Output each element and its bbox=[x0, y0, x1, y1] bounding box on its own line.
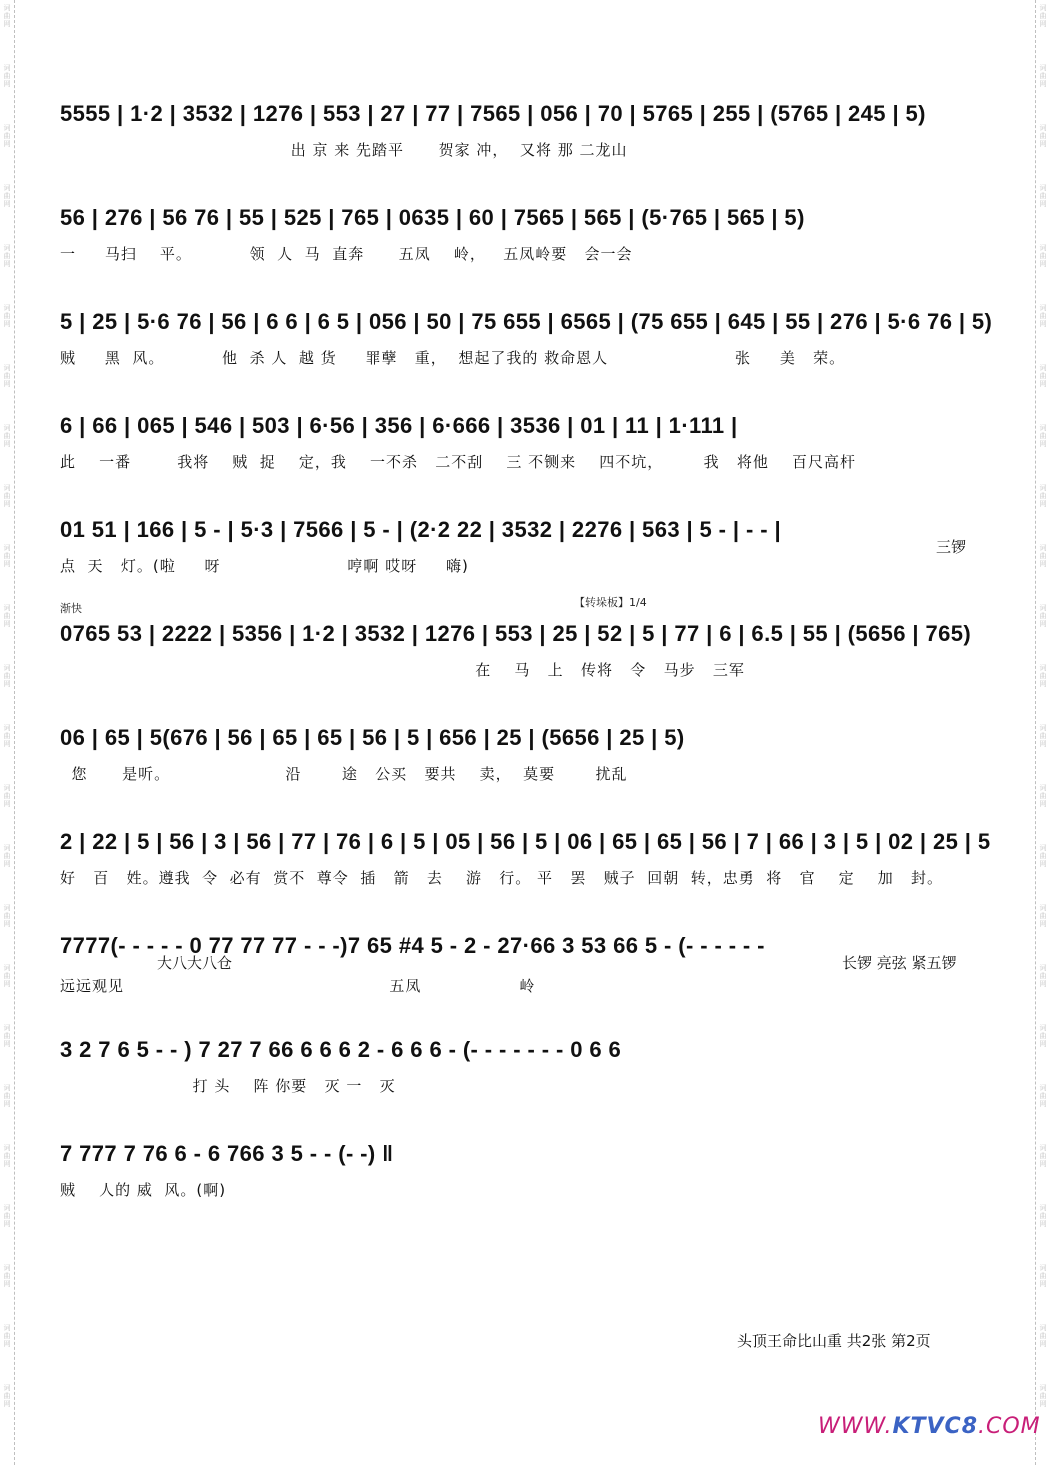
lyrics-line: 点 天 灯。(啦 呀 哼啊 哎呀 嗨) bbox=[60, 557, 469, 575]
watermark-text: 词 曲 网 bbox=[1039, 964, 1047, 988]
watermark-text: 词 曲 网 bbox=[3, 4, 11, 28]
lyrics-line: 贼 人的 威 风。(啊) bbox=[60, 1181, 227, 1199]
watermark-text: 词 曲 网 bbox=[3, 1324, 11, 1348]
watermark-text: 词 曲 网 bbox=[3, 1024, 11, 1048]
lyrics-line: 好 百 姓。遵我 令 必有 赏不 尊令 插 箭 去 游 行。 平 罢 贼子 回朝 转，忠勇 将 官 定 加 封。 bbox=[60, 869, 944, 887]
tempo-marking: 渐快 bbox=[60, 602, 82, 615]
watermark-text: 词 曲 网 bbox=[1039, 1024, 1047, 1048]
watermark-text: 词 曲 网 bbox=[3, 424, 11, 448]
watermark-text: 词 曲 网 bbox=[1039, 664, 1047, 688]
page-footer: 头顶王命比山重 共2张 第2页 bbox=[737, 1332, 931, 1350]
watermark-text: 词 曲 网 bbox=[1039, 1204, 1047, 1228]
watermark-text: 词 曲 网 bbox=[1039, 244, 1047, 268]
notation-line: 5 | 25 | 5·6 76 | 56 | 6 6 | 6 5 | 056 | 50 | 75 655 | 6565 | (75 655 | 645 | 55 | 276 | 5·6 76 | 5) bbox=[60, 309, 993, 334]
watermark-text: 词 曲 网 bbox=[1039, 724, 1047, 748]
section-marking: 【转垛板】1/4 bbox=[574, 596, 647, 609]
lyrics-line: 打 头 阵 你要 灭 一 灭 bbox=[60, 1077, 396, 1095]
watermark-text: 词 曲 网 bbox=[1039, 4, 1047, 28]
watermark-text: 词 曲 网 bbox=[1039, 604, 1047, 628]
watermark-text: 词 曲 网 bbox=[3, 604, 11, 628]
watermark-text: 词 曲 网 bbox=[1039, 784, 1047, 808]
watermark-text: 词 曲 网 bbox=[3, 664, 11, 688]
notation-line: 2 | 22 | 5 | 56 | 3 | 56 | 77 | 76 | 6 | 5 | 05 | 56 | 5 | 06 | 65 | 65 | 56 | 7 | 66 | 3 | 5 | 02 | 25 | 5 bbox=[60, 829, 991, 854]
watermark-text: 词 曲 网 bbox=[1039, 904, 1047, 928]
watermark-text: 词 曲 网 bbox=[1039, 1384, 1047, 1408]
site-logo bbox=[818, 1413, 1041, 1441]
watermark-text: 词 曲 网 bbox=[1039, 124, 1047, 148]
watermark-text: 词 曲 网 bbox=[1039, 1144, 1047, 1168]
watermark-text: 词 曲 网 bbox=[3, 784, 11, 808]
notation-line: 0765 53 | 2222 | 5356 | 1·2 | 3532 | 1276 | 553 | 25 | 52 | 5 | 77 | 6 | 6.5 | 55 | (5656 | 765) bbox=[60, 621, 972, 646]
watermark-text: 词 曲 网 bbox=[1039, 424, 1047, 448]
lyrics-line: 出 京 来 先踏平 贺家 冲， 又将 那 二龙山 bbox=[60, 141, 628, 159]
watermark-text: 词 曲 网 bbox=[3, 64, 11, 88]
notation-line: 5555 | 1·2 | 3532 | 1276 | 553 | 27 | 77 | 7565 | 056 | 70 | 5765 | 255 | (5765 | 245 | 5) bbox=[60, 101, 926, 126]
notation-line: 6 | 66 | 065 | 546 | 503 | 6·56 | 356 | 6·666 | 3536 | 01 | 11 | 1·111 | bbox=[60, 413, 738, 438]
lyrics-line: 在 马 上 传将 令 马步 三军 bbox=[60, 661, 745, 679]
watermark-text: 词 曲 网 bbox=[3, 364, 11, 388]
watermark-text: 词 曲 网 bbox=[3, 544, 11, 568]
watermark-text: 词 曲 网 bbox=[3, 904, 11, 928]
watermark-text: 词 曲 网 bbox=[1039, 1324, 1047, 1348]
right-watermark-strip bbox=[1035, 0, 1050, 1465]
watermark-text: 词 曲 网 bbox=[1039, 364, 1047, 388]
notation-line: 01 51 | 166 | 5 - | 5·3 | 7566 | 5 - | (2·2 22 | 3532 | 2276 | 563 | 5 - | - - | bbox=[60, 517, 782, 542]
watermark-text: 词 曲 网 bbox=[3, 1144, 11, 1168]
site-prefix: WWW. bbox=[818, 1414, 893, 1439]
watermark-text: 词 曲 网 bbox=[3, 244, 11, 268]
watermark-text: 词 曲 网 bbox=[1039, 1084, 1047, 1108]
lyrics-line: 贼 黑 风。 他 杀 人 越 货 罪孽 重， 想起了我的 救命恩人 张 美 荣。 bbox=[60, 349, 846, 367]
watermark-text: 词 曲 网 bbox=[1039, 64, 1047, 88]
lyrics-line: 此 一番 我将 贼 捉 定，我 一不杀 二不刮 三 不铡来 四不坑， 我 将他 百尺高杆 bbox=[60, 453, 856, 471]
watermark-text: 词 曲 网 bbox=[1039, 544, 1047, 568]
gong-cue-label: 三锣 bbox=[936, 538, 967, 556]
site-brand: KTVC8 bbox=[892, 1414, 979, 1439]
watermark-text: 词 曲 网 bbox=[3, 304, 11, 328]
percussion-cue-label: 大八大八仓 bbox=[157, 954, 233, 972]
watermark-text: 词 曲 网 bbox=[3, 1204, 11, 1228]
watermark-text: 词 曲 网 bbox=[1039, 484, 1047, 508]
watermark-text: 词 曲 网 bbox=[3, 124, 11, 148]
watermark-text: 词 曲 网 bbox=[1039, 1264, 1047, 1288]
lyrics-line: 远远观见 五凤 岭 bbox=[60, 977, 536, 995]
notation-line: 7777(- - - - - 0 77 77 77 - - -)7 65 #4 5 - 2 - 27·66 3 53 66 5 - (- - - - - - bbox=[60, 933, 765, 958]
watermark-text: 词 曲 网 bbox=[3, 1084, 11, 1108]
watermark-text: 词 曲 网 bbox=[3, 724, 11, 748]
notation-line: 56 | 276 | 56 76 | 55 | 525 | 765 | 0635 | 60 | 7565 | 565 | (5·765 | 565 | 5) bbox=[60, 205, 805, 230]
watermark-text: 词 曲 网 bbox=[1039, 304, 1047, 328]
notation-line: 06 | 65 | 5(676 | 56 | 65 | 65 | 56 | 5 | 656 | 25 | (5656 | 25 | 5) bbox=[60, 725, 685, 750]
watermark-text: 词 曲 网 bbox=[3, 184, 11, 208]
watermark-text: 词 曲 网 bbox=[3, 484, 11, 508]
lyrics-line: 您 是听。 沿 途 公买 要共 卖， 莫要 扰乱 bbox=[60, 765, 628, 783]
watermark-text: 词 曲 网 bbox=[1039, 184, 1047, 208]
watermark-text: 词 曲 网 bbox=[3, 1264, 11, 1288]
percussion-cue-label-right: 长锣 亮弦 紧五锣 bbox=[842, 954, 957, 972]
left-watermark-strip bbox=[0, 0, 15, 1465]
watermark-text: 词 曲 网 bbox=[3, 964, 11, 988]
watermark-text: 词 曲 网 bbox=[3, 1384, 11, 1408]
notation-line: 7 777 7 76 6 - 6 766 3 5 - - (- -) ‖ bbox=[60, 1141, 394, 1166]
site-suffix: .COM bbox=[978, 1414, 1041, 1439]
watermark-text: 词 曲 网 bbox=[1039, 844, 1047, 868]
lyrics-line: 一 马扫 平。 领 人 马 直奔 五凤 岭， 五凤岭要 会一会 bbox=[60, 245, 633, 263]
notation-line: 3 2 7 6 5 - - ) 7 27 7 66 6 6 6 2 - 6 6 6 - (- - - - - - - 0 6 6 bbox=[60, 1037, 622, 1062]
watermark-text: 词 曲 网 bbox=[3, 844, 11, 868]
